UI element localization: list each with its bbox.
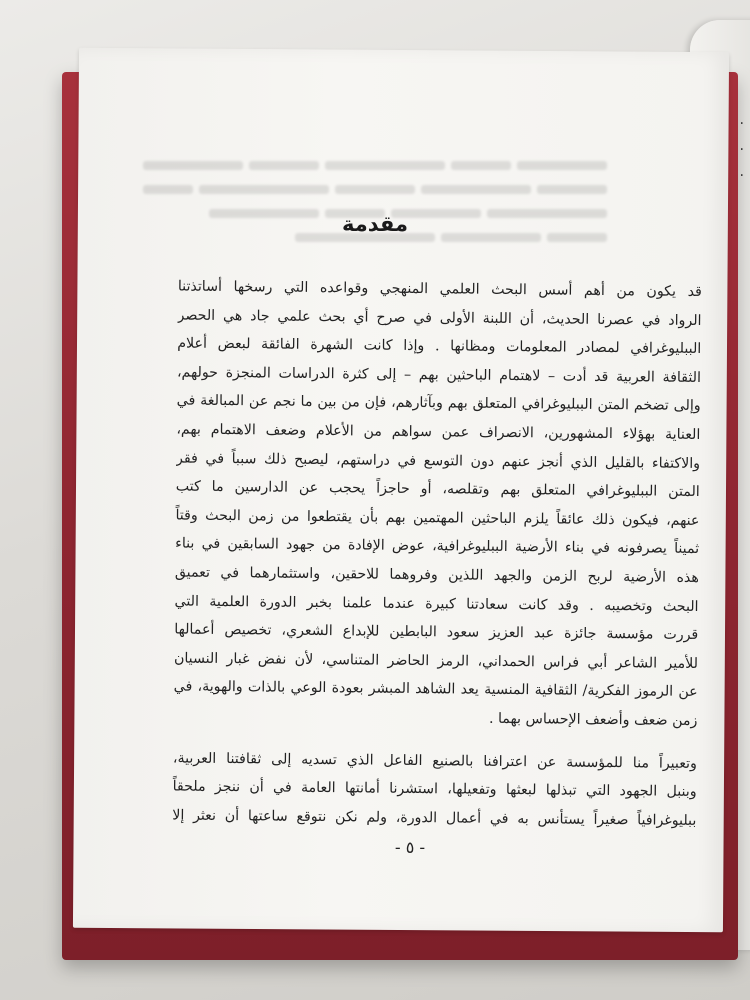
text-line: المتن الببليوغرافي المتعلق بهم وتقلصه، أو حاجزاً يحجب عن الدارسين ما كتب [175, 478, 700, 501]
text-line: وتعبيراً منا للمؤسسة عن اعترافنا بالصنيع الفاعل الذي تسديه إلى ثقافتنا العربية، [172, 749, 697, 772]
page-heading: مقدمة [342, 212, 408, 236]
text-line: وبنبل الجهود التي تبذلها لبعثها وتفعيلها، استشرنا أمانتها العامة في أن ننجز ملحقاً [172, 778, 697, 801]
text-line: زمن ضعف وأضعف الإحساس بهما . [488, 710, 698, 729]
text-line: العناية بهؤلاء المشهورين، الانصراف عمن سواهم من الأعلام وضعف الاهتمام بهم، [176, 421, 701, 443]
text-line: ثميناً يصرفونه في بناء الأرضية الببليوغرافية، عوض الإفادة من جهود السابقين في بناء [175, 535, 700, 558]
text-line: الببليوغرافي لمصادر المعلومات ومظانها . وإذا كانت الشهرة الفائقة لبعض أعلام [177, 335, 702, 358]
body-text [172, 273, 702, 836]
text-line: البحث وتخصيبه . وقد كانت سعادتنا كبيرة عندما علمنا بخبر الدورة العلمية التي [174, 593, 699, 615]
text-line: قد يكون من أهم أسس البحث العلمي المنهجي وقواعده التي رسخها أساتذتنا [177, 278, 702, 300]
text-line: والاكتفاء بالقليل الذي أنجز عنهم دون التوسع في دراستهم، ليصبح ذلك سبباً في فقر [176, 450, 701, 472]
text-line: قررت مؤسسة جائزة عبد العزيز سعود البابطين للإبداع الشعري، تخصيص أعمالها [174, 621, 699, 644]
text-line: عنهم، فيكون ذلك عائقاً يلزم الباحثين المهتمين بهم بأن يقتطعوا من زمن البحث وقتاً [175, 507, 700, 529]
text-line: للأمير الشاعر أبي فراس الحمداني، الرمز الحاضر المتناسي، لأن نفض غبار النسيان [173, 650, 699, 672]
page-number: - ٥ - [394, 838, 426, 857]
adjacent-page-text-marks: ٠ ٠ ٠ [738, 115, 746, 183]
text-line: ببليوغرافياً صغيراً يستأنس به في أعمال الدورة، ولم نكن نتوقع ساعتها أن نعثر إلا [172, 807, 697, 829]
text-line: هذه الأرضية لربح الزمن والجهد اللذين وفروهما للاحقين، واستثمارهما في تعميق [174, 564, 699, 586]
text-line: الثقافة العربية قد أدت – لاهتمام الباحثين بهم – إلى كثرة الدراسات المنجزة حولهم، [176, 364, 702, 386]
text-line: الرواد في عصرنا الحديث، أن اللبنة الأولى في صرح أي بحث علمي جاد هي الحصر [177, 307, 702, 329]
text-line: عن الرموز الفكرية/ الثقافية المنسية يعد الشاهد المبشر بعودة الوعي بالذات والهوية، في [173, 678, 698, 701]
text-line: وإلى تضخم المتن الببليوغرافي المتعلق بهم وبآثارهم، فإن من بين ما نجم عن المبالغة في [176, 392, 701, 415]
